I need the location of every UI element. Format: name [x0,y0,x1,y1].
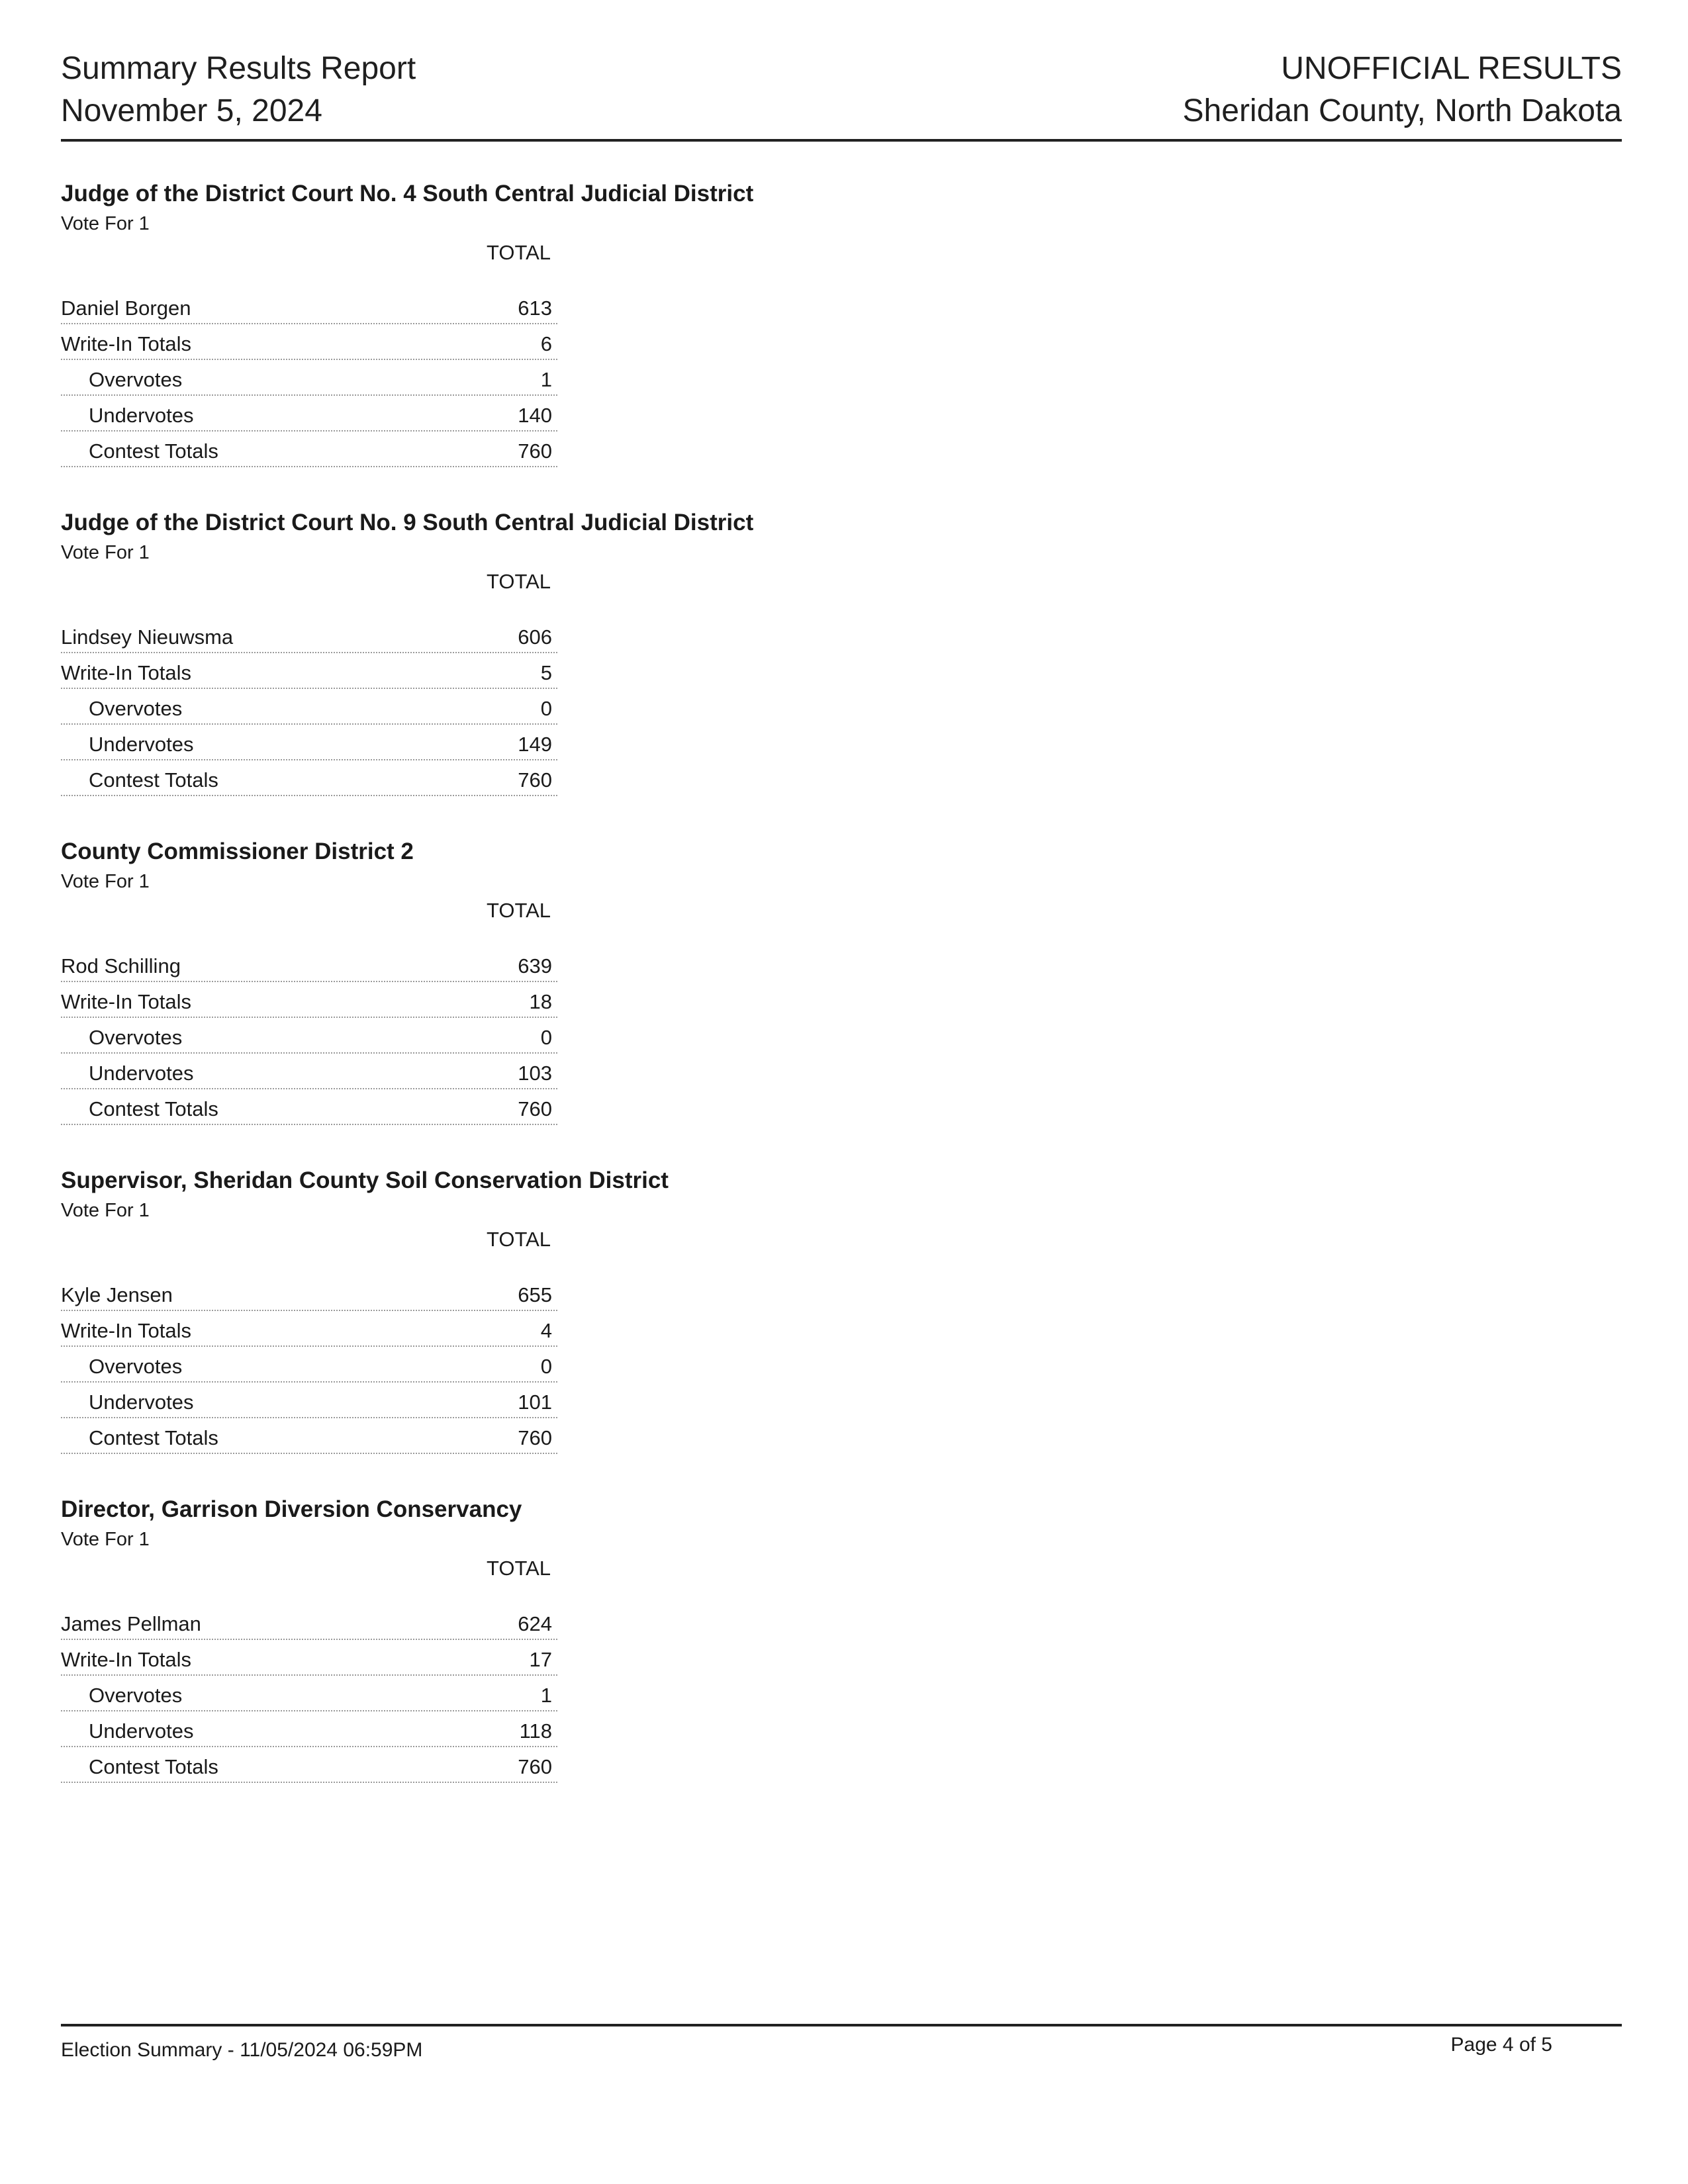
result-row [61,360,557,396]
result-value: 760 [518,439,552,463]
result-label: Write-In Totals [61,1319,191,1342]
total-column-header [61,897,554,924]
result-row [61,617,557,653]
result-label: Kyle Jensen [61,1283,173,1306]
vote-for-label: Vote For 1 [61,1200,150,1221]
result-row [61,946,557,982]
total-column-label: TOTAL [487,570,551,593]
total-column-label: TOTAL [487,1228,551,1251]
results-table [61,617,557,796]
results-status: UNOFFICIAL RESULTS [1281,51,1622,86]
result-label: Contest Totals [89,439,218,463]
result-row [61,1347,557,1383]
contest-title: County Commissioner District 2 [61,839,414,864]
result-value: 103 [518,1062,552,1085]
header-right [1183,48,1622,132]
result-row [61,1311,557,1347]
contest-block [61,179,822,508]
result-row [61,1604,557,1640]
result-row [61,1089,557,1125]
result-label: Overvotes [89,1026,183,1049]
result-row [61,982,557,1018]
result-value: 760 [518,1097,552,1120]
result-value: 149 [518,733,552,756]
header-divider [61,139,1622,142]
result-label: Undervotes [89,733,194,756]
result-value: 101 [518,1390,552,1414]
result-label: Lindsey Nieuwsma [61,625,234,649]
vote-for-label: Vote For 1 [61,213,150,234]
vote-for-label: Vote For 1 [61,871,150,892]
results-table [61,946,557,1125]
header-left [61,48,416,132]
report-date: November 5, 2024 [61,93,322,128]
total-column-label: TOTAL [487,241,551,264]
result-value: 606 [518,625,552,649]
contest-block [61,508,822,837]
page-number: Page 4 of 5 [1450,2034,1552,2056]
result-label: Overvotes [89,697,183,720]
result-row [61,1383,557,1418]
result-row [61,432,557,467]
contest-block [61,1494,822,1823]
result-row [61,324,557,360]
result-row [61,1640,557,1676]
result-row [61,1054,557,1089]
total-column-label: TOTAL [487,899,551,922]
contest-list [61,179,822,1823]
total-column-header [61,1555,554,1582]
result-label: Daniel Borgen [61,296,191,320]
result-row [61,1711,557,1747]
result-label: Undervotes [89,1062,194,1085]
footer-summary: Election Summary - 11/05/2024 06:59PM [61,2039,423,2061]
contest-title: Supervisor, Sheridan County Soil Conservation District [61,1167,669,1193]
result-label: Undervotes [89,1390,194,1414]
result-label: Contest Totals [89,1755,218,1778]
result-value: 5 [540,661,552,684]
contest-title: Judge of the District Court No. 9 South Central Judicial District [61,510,754,535]
result-value: 760 [518,768,552,792]
result-value: 118 [519,1719,552,1743]
result-row [61,725,557,760]
result-row [61,1676,557,1711]
result-value: 1 [540,368,552,391]
result-label: Contest Totals [89,768,218,792]
result-label: James Pellman [61,1612,201,1635]
result-row [61,396,557,432]
result-row [61,1275,557,1311]
result-label: Write-In Totals [61,1648,191,1671]
result-label: Overvotes [89,368,183,391]
result-value: 6 [540,332,552,355]
result-value: 655 [518,1283,552,1306]
result-value: 0 [540,697,552,720]
contest-block [61,837,822,1165]
result-value: 624 [518,1612,552,1635]
result-value: 613 [518,296,552,320]
result-label: Write-In Totals [61,661,191,684]
result-label: Contest Totals [89,1097,218,1120]
result-value: 639 [518,954,552,978]
result-value: 760 [518,1426,552,1449]
jurisdiction: Sheridan County, North Dakota [1182,93,1622,128]
result-label: Overvotes [89,1355,183,1378]
result-row [61,289,557,324]
results-table [61,1275,557,1454]
result-row [61,653,557,689]
report-title: Summary Results Report [61,51,416,86]
result-value: 1 [540,1684,552,1707]
result-label: Undervotes [89,1719,194,1743]
result-row [61,689,557,725]
result-label: Rod Schilling [61,954,181,978]
results-table [61,289,557,467]
contest-title: Judge of the District Court No. 4 South Central Judicial District [61,181,754,206]
result-value: 760 [518,1755,552,1778]
total-column-header [61,569,554,595]
result-value: 18 [529,990,552,1013]
total-column-header [61,240,554,266]
result-value: 0 [540,1026,552,1049]
result-label: Undervotes [89,404,194,427]
result-row [61,1418,557,1454]
vote-for-label: Vote For 1 [61,542,150,563]
result-row [61,760,557,796]
contest-title: Director, Garrison Diversion Conservancy [61,1496,522,1522]
result-row [61,1018,557,1054]
result-value: 17 [529,1648,552,1671]
result-label: Overvotes [89,1684,183,1707]
result-label: Contest Totals [89,1426,218,1449]
result-value: 140 [518,404,552,427]
result-value: 0 [540,1355,552,1378]
report-header [61,48,1622,147]
result-label: Write-In Totals [61,332,191,355]
result-value: 4 [540,1319,552,1342]
total-column-header [61,1226,554,1253]
total-column-label: TOTAL [487,1557,551,1580]
result-label: Write-In Totals [61,990,191,1013]
contest-block [61,1165,822,1494]
vote-for-label: Vote For 1 [61,1529,150,1550]
result-row [61,1747,557,1783]
results-table [61,1604,557,1783]
footer-divider [61,2024,1622,2026]
